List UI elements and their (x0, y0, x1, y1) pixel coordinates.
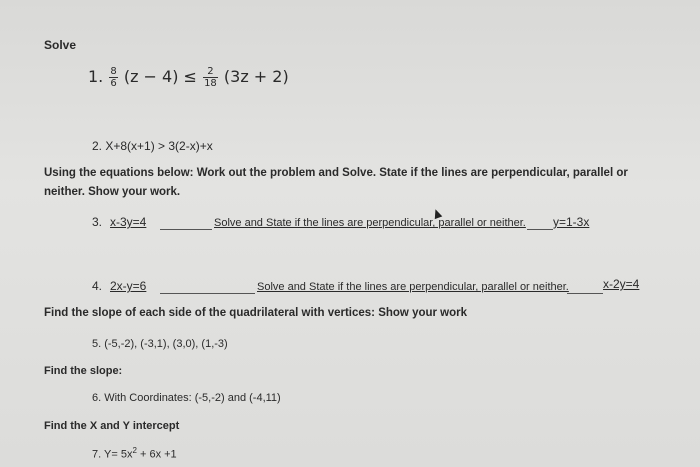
find-slope-heading: Find the slope: (44, 365, 123, 377)
problem-7-exponent: 2 (132, 446, 137, 455)
problem-3-equation-left: x-3y=4 (110, 215, 147, 229)
fraction-8-6: $\frac{8}{6}$ (110, 66, 117, 89)
problem-1-number: 1. (88, 67, 104, 86)
problem-4-blank-line-1 (160, 293, 255, 294)
fraction-2-18: $\frac{2}{18}$ (204, 66, 217, 89)
problem-3-number: 3. (92, 215, 103, 229)
slope-heading: Find the slope of each side of the quadrilateral with vertices: Show your work (44, 307, 468, 319)
problem-4-number: 4. (92, 279, 103, 293)
problem-7 (92, 446, 177, 461)
problem-4-instruction: Solve and State if the lines are perpendicular, parallel or neither. (257, 281, 569, 293)
instructions-line-1: Using the equations below: Work out the problem and Solve. State if the lines are perpendicular, parallel or (44, 167, 628, 179)
intercept-heading: Find the X and Y intercept (44, 420, 180, 432)
solve-heading: Solve (44, 38, 77, 52)
problem-7-suffix: + 6x +1 (136, 448, 177, 461)
problem-6: 6. With Coordinates: (-5,-2) and (-4,11) (92, 392, 281, 404)
problem-1 (88, 66, 289, 89)
problem-3-blank-line-2 (527, 229, 553, 230)
problem-1-left: (z − 4) ≤ (123, 67, 197, 86)
problem-4-equation-left: 2x-y=6 (110, 279, 147, 293)
problem-3-blank-line-1 (160, 229, 212, 230)
problem-4-blank-line-2 (567, 293, 603, 294)
problem-3-equation-right: y=1-3x (553, 215, 590, 229)
problem-7-prefix: 7. Y= 5x (92, 448, 133, 461)
problem-5: 5. (-5,-2), (-3,1), (3,0), (1,-3) (92, 338, 228, 350)
problem-1-right: (3z + 2) (223, 67, 289, 86)
instructions-line-2: neither. Show your work. (44, 186, 181, 198)
problem-4-equation-right: x-2y=4 (603, 277, 640, 291)
problem-2: 2. X+8(x+1) > 3(2-x)+x (92, 139, 213, 153)
problem-3-instruction: Solve and State if the lines are perpendicular, parallel or neither. (214, 217, 526, 229)
